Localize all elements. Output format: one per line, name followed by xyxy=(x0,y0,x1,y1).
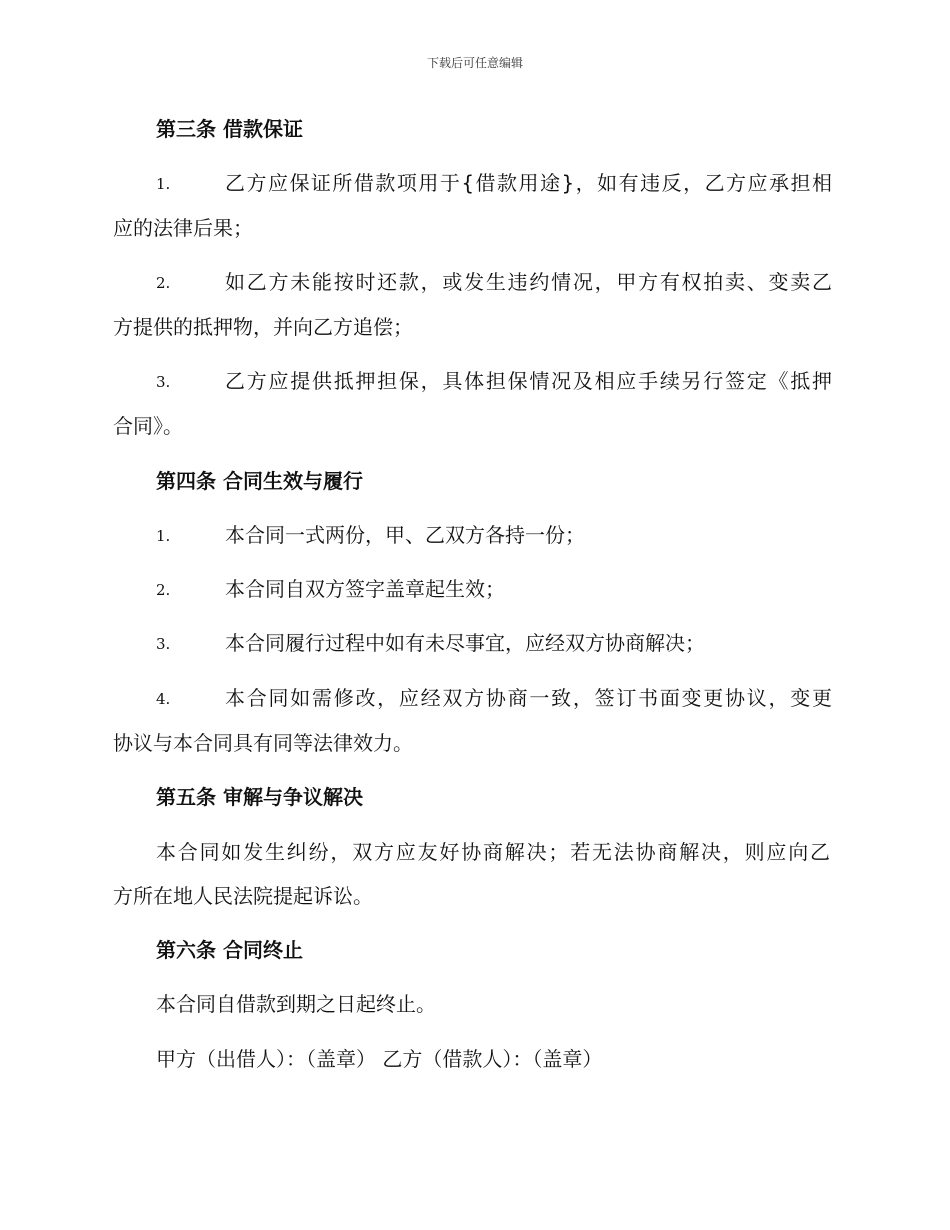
s6-paragraph: 本合同自借款到期之日起终止。 xyxy=(156,992,436,1016)
section-6-title: 第六条 合同终止 xyxy=(156,938,303,962)
section-5-title: 第五条 审解与争议解决 xyxy=(156,785,363,809)
signature-line: 甲方（出借人）：（盖章） 乙方（借款人）：（盖章） xyxy=(156,1047,603,1071)
s3-item-3-text: 乙方应提供抵押担保，具体担保情况及相应手续另行签定《抵押 xyxy=(225,369,832,393)
page-header: 下载后可任意编辑 xyxy=(426,56,523,70)
s5-paragraph-line-1: 本合同如发生纠纷，双方应友好协商解决；若无法协商解决，则应向乙 xyxy=(156,840,830,864)
s3-item-1-text: 乙方应保证所借款项用于{借款用途}，如有违反，乙方应承担相 xyxy=(225,171,832,195)
s4-item-2-text: 本合同自双方签字盖章起生效； xyxy=(225,577,505,601)
s3-item-3-continuation: 合同》。 xyxy=(113,414,183,438)
s3-item-2-text: 如乙方未能按时还款，或发生违约情况，甲方有权拍卖、变卖乙 xyxy=(225,270,832,294)
s3-item-2-continuation: 方提供的抵押物，并向乙方追偿； xyxy=(113,315,413,339)
s4-item-1-number: 1. xyxy=(156,527,171,545)
section-4-title: 第四条 合同生效与履行 xyxy=(156,469,363,493)
s4-item-1-text: 本合同一式两份，甲、乙双方各持一份； xyxy=(225,523,585,547)
section-3-title: 第三条 借款保证 xyxy=(156,117,303,141)
s4-item-3-text: 本合同履行过程中如有未尽事宜，应经双方协商解决； xyxy=(225,631,705,655)
s3-item-1-continuation: 应的法律后果； xyxy=(113,216,253,240)
s4-item-4-continuation: 协议与本合同具有同等法律效力。 xyxy=(113,731,413,755)
s3-item-1-number: 1. xyxy=(156,175,171,193)
s3-item-2-number: 2. xyxy=(156,274,171,292)
s5-paragraph-line-2: 方所在地人民法院提起诉讼。 xyxy=(113,884,373,908)
s4-item-3-number: 3. xyxy=(156,635,171,653)
s3-item-3-number: 3. xyxy=(156,373,171,391)
s4-item-4-text: 本合同如需修改，应经双方协商一致，签订书面变更协议，变更 xyxy=(225,686,832,710)
s4-item-2-number: 2. xyxy=(156,581,171,599)
s4-item-4-number: 4. xyxy=(156,690,171,708)
